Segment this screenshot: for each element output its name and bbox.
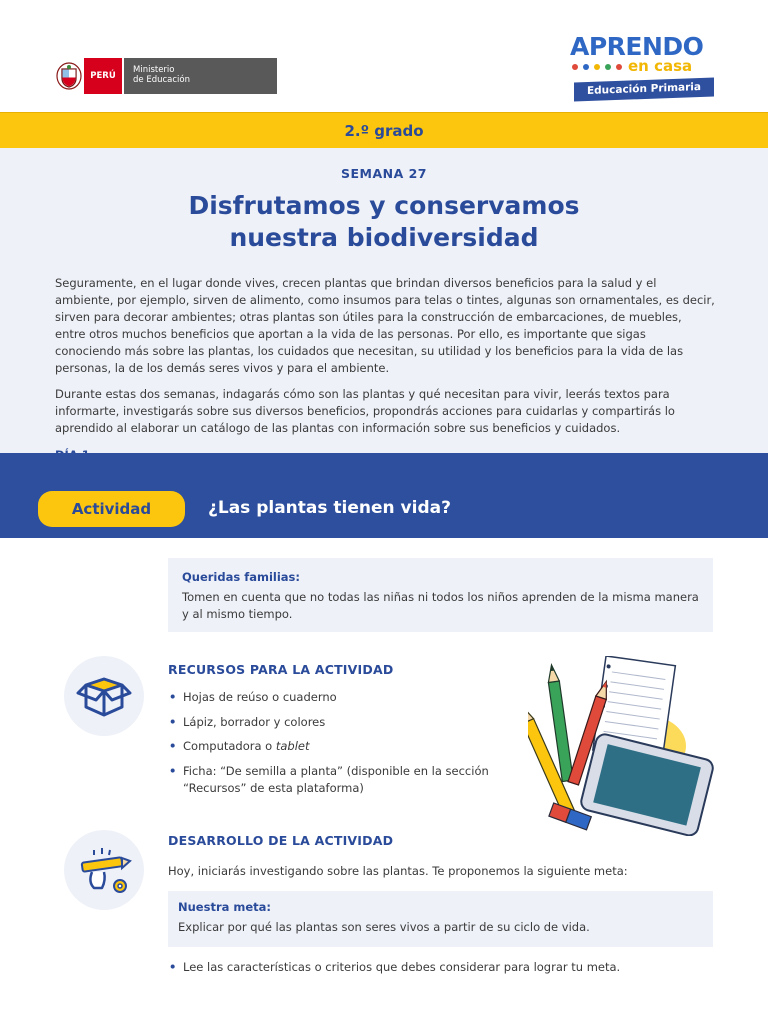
brand-banner: Educación Primaria	[574, 78, 714, 102]
brand-title: APRENDO	[570, 32, 704, 61]
development-intro: Hoy, iniciarás investigando sobre las plantas. Te proponemos la siguiente meta:	[168, 864, 628, 878]
list-item: • Ficha: “De semilla a planta” (disponible en la sección “Recursos” de esta plataforma)	[168, 763, 508, 797]
ministry-line-1: Ministerio	[133, 65, 175, 75]
resources-title: RECURSOS PARA LA ACTIVIDAD	[168, 662, 394, 677]
activity-badge: Actividad	[38, 491, 185, 527]
title-line-1: Disfrutamos y conservamos	[188, 191, 580, 220]
goal-text: Explicar por qué las plantas son seres vivos a partir de su ciclo de vida.	[178, 920, 590, 934]
peru-label: PERÚ	[84, 58, 122, 94]
list-item: • Hojas de reúso o cuaderno	[168, 689, 508, 706]
brand-subtitle: en casa	[628, 57, 693, 75]
peru-shield-icon	[54, 58, 84, 94]
families-note-text: Tomen en cuenta que no todas las niñas ni todos los niños aprenden de la misma manera y al mismo tiempo.	[182, 590, 699, 621]
list-item	[168, 738, 508, 755]
list-item: • Lápiz, borrador y colores	[168, 714, 508, 731]
families-note-title: Queridas familias:	[182, 570, 300, 584]
families-note	[168, 558, 713, 632]
title-line-2: nuestra biodiversidad	[229, 223, 539, 252]
goal-box	[168, 891, 713, 947]
list-item-text: Computadora o	[183, 739, 276, 753]
list-item: • Lee las características o criterios que debes considerar para lograr tu meta.	[168, 959, 713, 976]
intro-paragraph-2: Durante estas dos semanas, indagarás cómo son las plantas y qué necesitan para vivir, leerás textos para informarte, investigarás sobre sus diversos beneficios, propondrás acciones para cuidarlas y compartirás lo aprendido al elaborar un catálogo de las plantas con información sobre sus beneficios y cuidados.	[55, 387, 675, 435]
pencil-gear-icon	[64, 830, 144, 910]
government-logo	[54, 58, 277, 94]
ministry-line-2: de Educación	[133, 75, 190, 85]
ministry-label	[122, 58, 277, 94]
brand-dots	[572, 64, 622, 70]
grade-label: 2.º grado	[344, 121, 424, 140]
intro-paragraph-1: Seguramente, en el lugar donde vives, crecen plantas que brindan diversos beneficios para la salud y el ambiente, por ejemplo, sirven de alimento, como insumos para telas o tintes, algunas son ornamentales, es decir, sirven para decorar ambientes; otras plantas son útiles para la construcción de embarcaciones, de muebles, entre otros muchos beneficios que aportan a la vida de las personas. Por ello, es importante que sigas conociendo más sobre las plantas, los cuidados que necesitan, su utilidad y los beneficios para la vida de las personas, la de los demás seres vivos y para el ambiente.	[55, 276, 715, 375]
grade-bar	[0, 112, 768, 148]
school-supplies-illustration	[528, 656, 718, 836]
page-header	[0, 0, 768, 112]
aprendo-en-casa-logo	[568, 32, 714, 102]
list-item-italic: tablet	[275, 739, 310, 753]
development-list	[168, 959, 713, 976]
activity-bar	[0, 453, 768, 538]
goal-title: Nuestra meta:	[178, 900, 272, 914]
page-title	[0, 190, 768, 254]
resources-list	[168, 689, 508, 804]
week-label: SEMANA 27	[340, 166, 428, 181]
box-icon	[64, 656, 144, 736]
activity-title: ¿Las plantas tienen vida?	[208, 498, 451, 518]
development-title: DESARROLLO DE LA ACTIVIDAD	[168, 833, 394, 848]
intro-section	[0, 148, 768, 453]
